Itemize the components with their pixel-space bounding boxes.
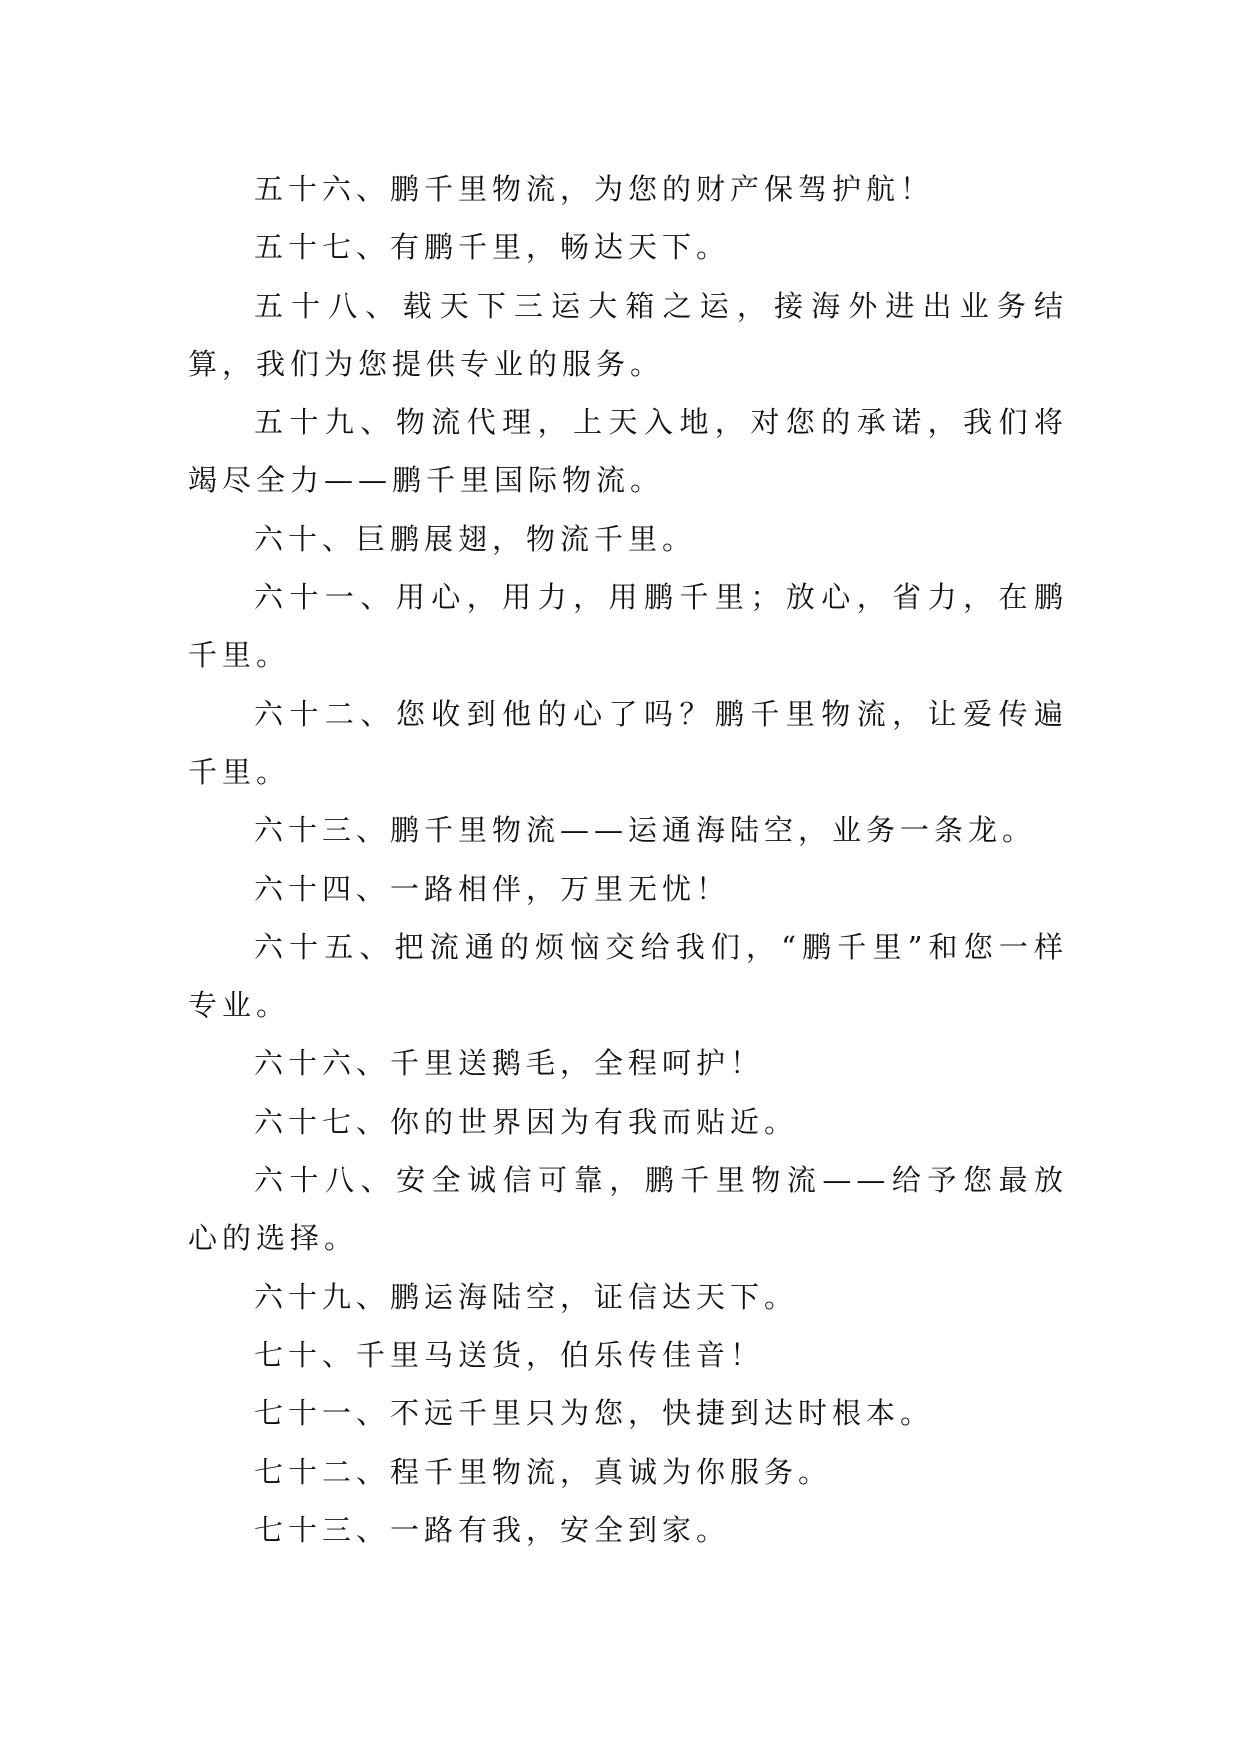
slogan-paragraph: 五十八、载天下三运大箱之运，接海外进出业务结算，我们为您提供专业的服务。 — [188, 288, 1068, 381]
slogan-paragraph: 六十五、把流通的烦恼交给我们，“鹏千里”和您一样专业。 — [188, 929, 1068, 1023]
slogan-paragraph: 六十、巨鹏展翅，物流千里。 — [254, 521, 697, 556]
slogan-paragraph: 七十三、一路有我，安全到家。 — [254, 1512, 731, 1547]
slogan-paragraph: 六十八、安全诚信可靠，鹏千里物流——给予您最放心的选择。 — [188, 1163, 1068, 1256]
slogan-paragraph: 六十九、鹏运海陆空，证信达天下。 — [254, 1279, 799, 1314]
slogan-paragraph: 六十二、您收到他的心了吗？鹏千里物流，让爱传遍千里。 — [188, 696, 1068, 789]
slogan-paragraph: 七十、千里马送货，伯乐传佳音！ — [254, 1337, 765, 1372]
slogan-paragraph: 五十七、有鹏千里，畅达天下。 — [254, 230, 731, 265]
slogan-paragraph: 六十四、一路相伴，万里无忧！ — [254, 871, 731, 906]
slogan-paragraph: 六十一、用心，用力，用鹏千里；放心，省力，在鹏千里。 — [188, 580, 1068, 673]
document-body — [188, 160, 1068, 1559]
slogan-paragraph: 七十二、程千里物流，真诚为你服务。 — [254, 1454, 833, 1489]
slogan-paragraph: 五十九、物流代理，上天入地，对您的承诺，我们将竭尽全力——鹏千里国际物流。 — [188, 405, 1068, 498]
slogan-paragraph: 六十三、鹏千里物流——运通海陆空，业务一条龙。 — [254, 813, 1037, 848]
slogan-paragraph: 五十六、鹏千里物流，为您的财产保驾护航！ — [254, 172, 935, 206]
slogan-paragraph: 六十六、千里送鹅毛，全程呵护！ — [254, 1046, 765, 1081]
slogan-paragraph: 六十七、你的世界因为有我而贴近。 — [254, 1104, 799, 1139]
slogan-paragraph: 七十一、不远千里只为您，快捷到达时根本。 — [254, 1396, 935, 1431]
